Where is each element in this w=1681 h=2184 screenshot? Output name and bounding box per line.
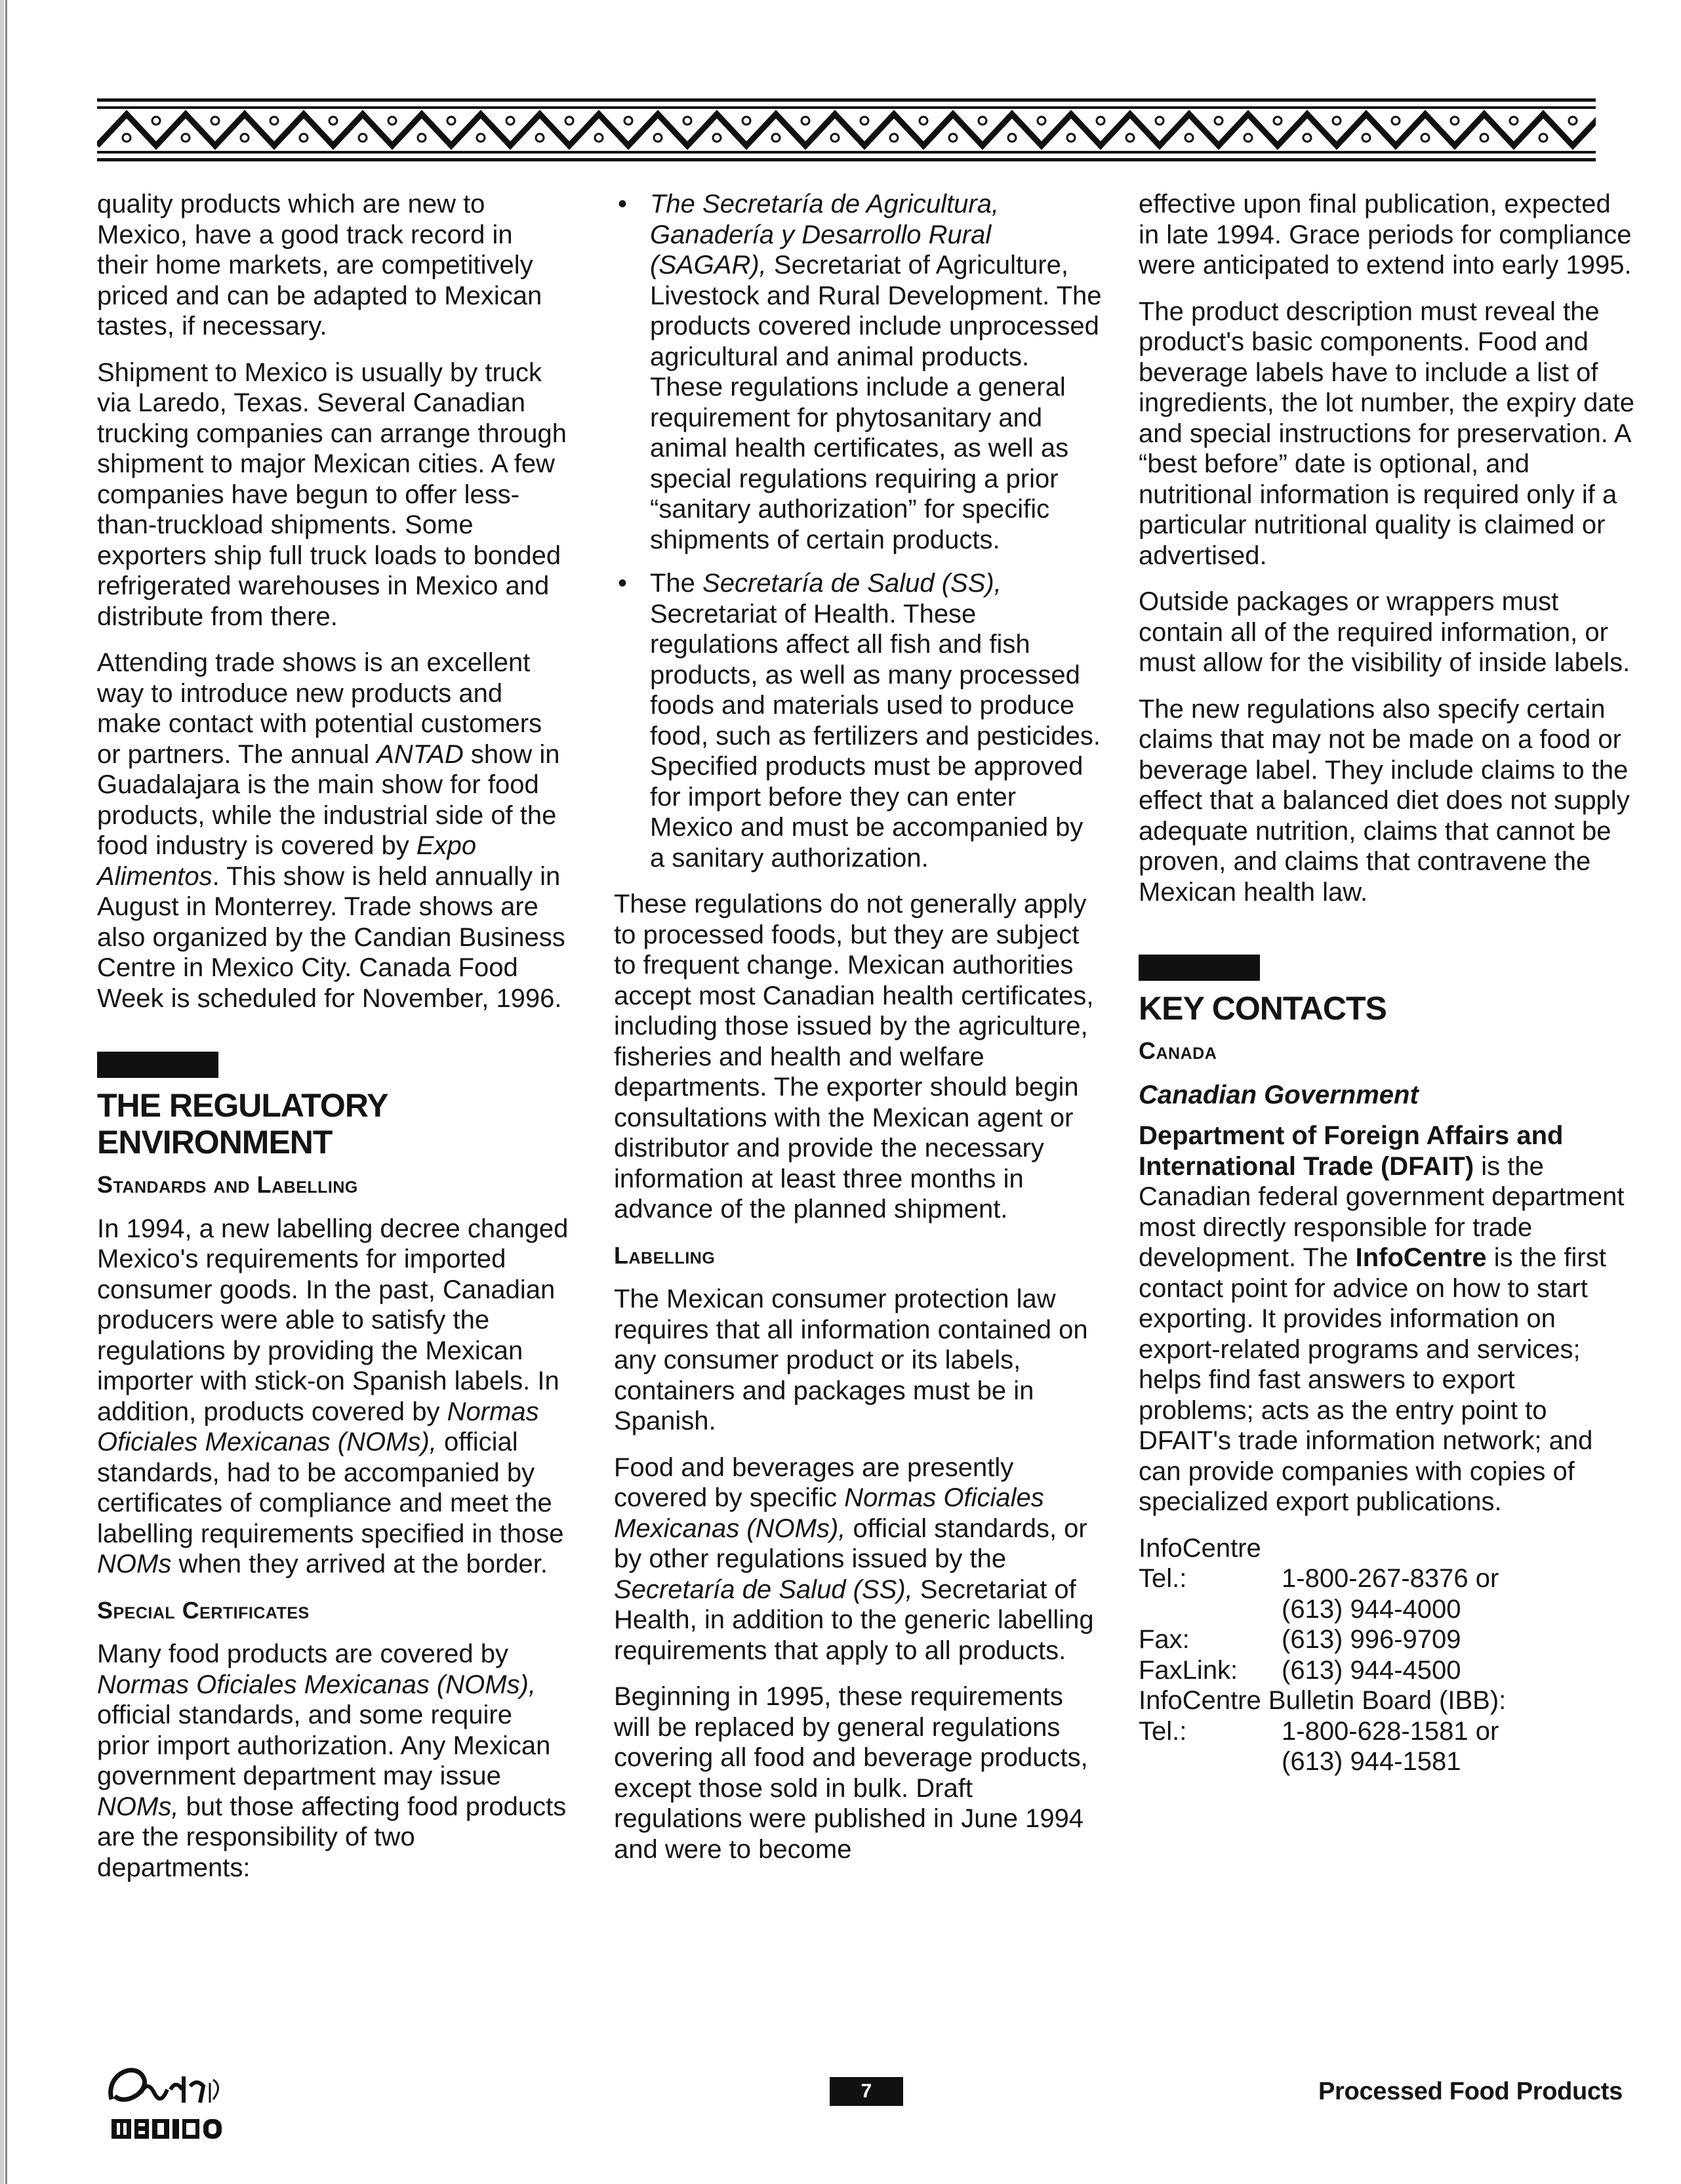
banner-dot <box>1510 117 1518 125</box>
scan-edge-line <box>5 0 7 2184</box>
subheading: Standards and Labelling <box>97 1171 358 1198</box>
banner-dot <box>1569 117 1577 125</box>
banner-dot <box>772 134 780 142</box>
banner-dot <box>949 134 957 142</box>
banner-dot <box>270 117 278 125</box>
banner-dot <box>418 134 426 142</box>
banner-dot <box>654 134 662 142</box>
export-mexico-logo <box>98 2053 243 2152</box>
banner-dot <box>447 117 455 125</box>
column-1 <box>97 189 569 1899</box>
decorative-banner <box>97 97 1596 163</box>
banner-dot <box>241 134 249 142</box>
banner-dot <box>1126 134 1134 142</box>
scan-edge-shadow <box>0 0 4 2184</box>
banner-dot <box>565 117 573 125</box>
banner-dot <box>1156 117 1164 125</box>
paragraph: The new regulations also specify certain claims that may not be made on a food or beverage label. They include claims to the effect that a balanced diet does not supply adequate nutrition, claims that cannot be proven, and claims that contravene the Mexican health law. <box>1139 694 1630 907</box>
paragraph: The Mexican consumer protection law requires that all information contained on any consumer product or its labels, containers and packages must be in Spanish. <box>614 1285 1088 1435</box>
section-marker-bar <box>97 1052 218 1078</box>
paragraph: Department of Foreign Affairs and International Trade (DFAIT) is the Canadian federal government department most directly responsible for trade development. The InfoCentre is the first contact point for advice on how to start exporting. It provides information on export-related programs and services; helps find fast answers to export problems; acts as the entry point to DFAIT's trade information network; and can provide companies with copies of specialized export publications. <box>1139 1121 1625 1516</box>
footer-title: Processed Food Products <box>1318 2078 1623 2105</box>
subheading: Labelling <box>614 1241 716 1269</box>
contact-row: FaxLink: (613) 944-4500 <box>1139 1655 1461 1685</box>
banner-dot <box>1362 134 1370 142</box>
contact-row: Fax: (613) 996-9709 <box>1139 1625 1461 1654</box>
contact-row: (613) 944-4000 <box>1282 1594 1461 1624</box>
section-title: KEY CONTACTS <box>1139 990 1387 1027</box>
paragraph: Outside packages or wrappers must contain all of the required information, or must allow for the visibility of inside labels. <box>1139 587 1630 677</box>
banner-zigzag <box>97 114 1596 146</box>
banner-dot <box>683 117 691 125</box>
paragraph: quality products which are new to Mexico, have a good track record in their home markets, are competitively priced and can be adapted to Mexican tastes, if necessary. <box>97 190 542 340</box>
banner-dot <box>211 117 219 125</box>
paragraph: Shipment to Mexico is usually by truck via Laredo, Texas. Several Canadian trucking companies can arrange through shipment to major Mexican cities. A few companies have begun to offer less-than-truckload shipments. Some exporters ship full truck loads to bonded refrigerated warehouses in Mexico and distribute from there. <box>97 358 567 631</box>
banner-dot <box>595 134 603 142</box>
paragraph: Beginning in 1995, these requirements will be replaced by general regulations covering all food and beverage products, except those sold in bulk. Draft regulations were published in June 1994 and were to become <box>614 1682 1088 1864</box>
banner-dot <box>1067 134 1075 142</box>
paragraph: These regulations do not generally apply to processed foods, but they are subject to frequent change. Mexican authorities accept most Canadian health certificates, including those issued by the agriculture, fisheries and health and welfare departments. The exporter should begin consultations with the Mexican agent or distributor and provide the necessary information at least three months in advance of the planned shipment. <box>614 890 1094 1224</box>
contact-heading: InfoCentre Bulletin Board (IBB): <box>1139 1686 1507 1715</box>
banner-dot <box>1215 117 1223 125</box>
subheading-italic: Canadian Government <box>1139 1080 1419 1109</box>
column-2 <box>614 189 1103 1880</box>
banner-dot <box>1333 117 1341 125</box>
banner-dot <box>1392 117 1400 125</box>
column-3 <box>1139 189 1637 1777</box>
banner-dot <box>388 117 396 125</box>
banner-dot <box>624 117 632 125</box>
subheading: Canada <box>1139 1037 1217 1064</box>
bullet-list <box>614 189 1103 873</box>
contact-row: Tel.: 1-800-267-8376 or <box>1139 1564 1499 1593</box>
banner-dot <box>300 134 308 142</box>
paragraph: Food and beverages are presently covered by specific Normas Oficiales Mexicanas (NOMs), official standards, or by other regulations issued by the Secretaría de Salud (SS), Secretariat of Health, in addition to the generic labelling requirements that apply to all products. <box>614 1453 1094 1665</box>
banner-dot <box>861 117 868 125</box>
banner-dot <box>1539 134 1547 142</box>
contact-row: Tel.: 1-800-628-1581 or <box>1139 1716 1499 1746</box>
subheading: Special Certificates <box>97 1596 310 1624</box>
banner-dot <box>1008 134 1016 142</box>
banner-dot <box>831 134 839 142</box>
banner-dot <box>1185 134 1193 142</box>
contact-heading: InfoCentre <box>1139 1533 1261 1563</box>
banner-dot <box>1421 134 1429 142</box>
banner-dot <box>123 134 131 142</box>
banner-dot <box>713 134 721 142</box>
list-item: • The Secretaría de Agricultura, Ganadería y Desarrollo Rural (SAGAR), Secretariat of Agriculture, Livestock and Rural Development. The products covered include unprocessed agricultural and animal products. These regulations include a general requirement for phytosanitary and animal health certificates, as well as special regulations requiring a prior “sanitary authorization” for specific shipments of certain products. <box>614 189 1103 555</box>
banner-dot <box>152 117 160 125</box>
banner-dot <box>979 117 986 125</box>
banner-dot <box>329 117 337 125</box>
banner-dot <box>1274 117 1282 125</box>
banner-dot <box>1244 134 1252 142</box>
banner-dot <box>1480 134 1488 142</box>
section-marker-bar <box>1139 955 1260 981</box>
paragraph: effective upon final publication, expected in late 1994. Grace periods for compliance were anticipated to extend into early 1995. <box>1139 190 1632 279</box>
banner-dot <box>182 134 190 142</box>
paragraph: Attending trade shows is an excellent way to introduce new products and make contact with potential customers or partners. The annual ANTAD show in Guadalajara is the main show for food products, while the industrial side of the food industry is covered by Expo Alimentos. This show is held annually in August in Monterrey. Trade shows are also organized by the Candian Business Centre in Mexico City. Canada Food Week is scheduled for November, 1996. <box>97 648 565 1013</box>
banner-dot <box>1097 117 1104 125</box>
list-item: • The Secretaría de Salud (SS), Secretariat of Health. These regulations affect all fish and fish products, as well as many processed foods and materials used to produce food, such as fertilizers and pesticides. Specified products must be approved for import before they can enter Mexico and must be accompanied by a sanitary authorization. <box>614 568 1103 873</box>
section-title: THE REGULATORY ENVIRONMENT <box>97 1087 388 1161</box>
banner-dot <box>742 117 750 125</box>
contact-row: (613) 944-1581 <box>1282 1747 1461 1776</box>
paragraph: In 1994, a new labelling decree changed Mexico's requirements for imported consumer goods. In the past, Canadian producers were able to satisfy the regulations by providing the Mexican importer with stick-on Spanish labels. In addition, products covered by Normas Oficiales Mexicanas (NOMs), official standards, had to be accompanied by certificates of compliance and meet the labelling requirements specified in those NOMs when they arrived at the border. <box>97 1214 569 1578</box>
banner-dot <box>1451 117 1459 125</box>
banner-dot <box>359 134 367 142</box>
page-number: 7 <box>830 2077 903 2106</box>
paragraph: The product description must reveal the product's basic components. Food and beverage labels have to include a list of ingredients, the lot number, the expiry date and special instructions for preservation. A “best before” date is optional, and nutritional information is required only if a particular nutritional quality is claimed or advertised. <box>1139 297 1635 570</box>
banner-dot <box>801 117 809 125</box>
banner-dot <box>1038 117 1045 125</box>
banner-dot <box>536 134 544 142</box>
contact-block <box>1139 1533 1637 1777</box>
banner-dot <box>506 117 514 125</box>
banner-dot <box>1303 134 1311 142</box>
banner-dot <box>920 117 927 125</box>
banner-dot <box>890 134 898 142</box>
banner-dot <box>477 134 485 142</box>
paragraph: Many food products are covered by Normas Oficiales Mexicanas (NOMs), official standards, and some require prior import authorization. Any Mexican government department may issue NOMs, but those affecting food products are the responsibility of two departments: <box>97 1639 567 1882</box>
